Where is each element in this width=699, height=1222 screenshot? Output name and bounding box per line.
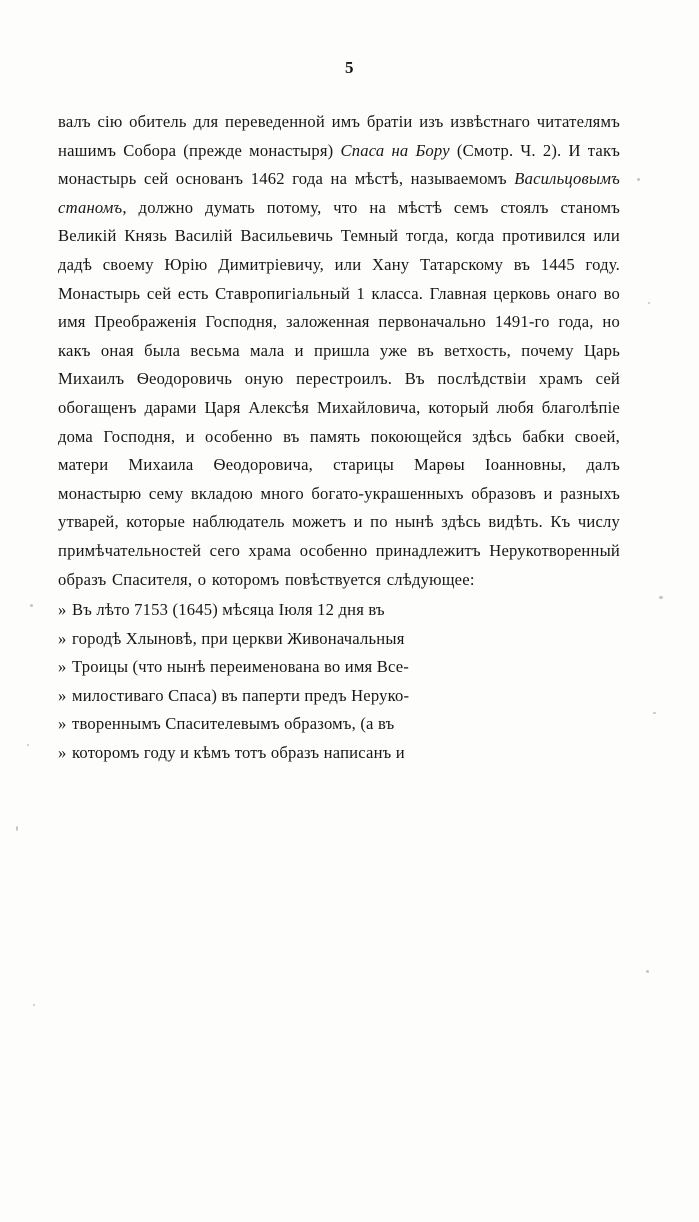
italic-title-vasiltsovym-stanom: Васильцовымъ станомъ [58, 169, 620, 217]
quote-line-text: Троицы (что нынѣ переименована во имя Все- [72, 657, 410, 677]
quote-mark: » [58, 714, 67, 734]
quote-line-text: городѣ Хлыновѣ, при церкви Живоначальныя [72, 628, 405, 648]
quote-mark: » [58, 657, 67, 677]
scan-speck [637, 178, 640, 181]
quote-line [58, 710, 620, 739]
italic-title-spasa-na-boru: Спаса на Бору [340, 140, 450, 160]
paragraph-segment-2: (Смотр. Ч. 2). И такъ монастырь сей основанъ 1462 года на мѣстѣ, называемомъ [58, 140, 620, 189]
quote-line [58, 739, 620, 768]
scan-speck [659, 596, 663, 599]
quote-line-text: милостиваго Спаса) въ паперти предъ Неруко- [72, 685, 410, 705]
quote-line [58, 625, 620, 654]
quote-line-text: твореннымъ Спасителевымъ образомъ, (а въ [72, 714, 395, 734]
scan-speck [648, 302, 650, 304]
quote-mark: » [58, 600, 67, 620]
scan-speck [33, 1004, 35, 1006]
paragraph-segment-1: валъ сію обитель для переведенной имъ братіи изъ извѣстнаго читателямъ нашимъ Собора (прежде монастыря) [58, 112, 620, 160]
scan-speck [646, 970, 649, 973]
scan-speck [16, 826, 18, 831]
quote-line-text: Въ лѣто 7153 (1645) мѣсяца Іюля 12 дня въ [72, 600, 385, 620]
paragraph-segment-3: , должно думать потому, что на мѣстѣ семъ стоялъ станомъ Великій Князь Василій Васильевичь Темный тогда, когда противился или дадѣ своему Юрію Димитріевичу, или Хану Татарскому въ 1445 году. Монастырь сей есть Ставропигіальный 1 класса. Главная церковь онаго во имя Преображенія Господня, заложенная первоначально 1491-го года, но какъ оная была весьма мала и пришла уже въ ветхость, почему Царь Михаилъ Ѳеодоровичь оную перестроилъ. Въ послѣдствіи храмъ сей обогащенъ дарами Царя Алексѣя Михайловича, который любя благолѣпіе дома Господня, и особенно въ память покоющейся здѣсь бабки своей, матери Михаила Ѳеодоровича, старицы Марѳы Іоанновны, далъ монастырю сему вкладою много богато-украшенныхъ образовъ и разныхъ утварей, которые наблюдатель можетъ и по нынѣ здѣсь видѣть. Къ числу примѣчательностей сего храма особенно принадлежитъ Нерукотворенный образъ Спасителя, о которомъ повѣствуется слѣдующее: [58, 197, 620, 589]
scan-speck [653, 712, 656, 714]
quote-line [58, 596, 620, 625]
page-number: 5 [345, 58, 354, 77]
quote-mark: » [58, 628, 67, 648]
quote-mark: » [58, 743, 67, 763]
scan-speck [30, 604, 33, 607]
quote-line-text: которомъ году и кѣмъ тотъ образъ написанъ и [72, 743, 405, 763]
paragraph-main [58, 108, 620, 594]
quote-line [58, 682, 620, 711]
quote-mark: » [58, 685, 67, 705]
quote-line [58, 653, 620, 682]
scan-speck [27, 744, 29, 746]
body-text [58, 108, 620, 768]
quotation-block [58, 596, 620, 768]
